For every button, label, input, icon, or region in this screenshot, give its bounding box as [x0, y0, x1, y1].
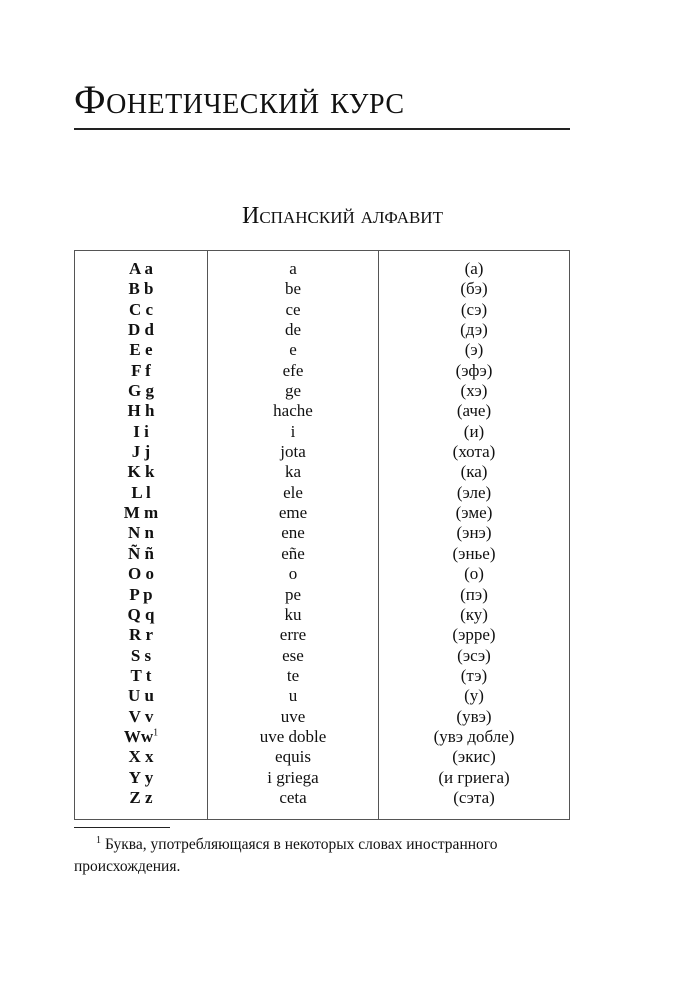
name-cell: ka — [284, 462, 302, 482]
letter-text: H h — [127, 401, 155, 421]
page-title: Фонетический курс — [74, 77, 405, 122]
letter-cell — [75, 300, 207, 320]
name-cell: efe — [282, 360, 304, 380]
letter-cell — [75, 361, 207, 381]
name-cell: te — [286, 665, 300, 685]
pronunciation-cell: (энье) — [452, 543, 496, 563]
pronunciation-cell: (сэта) — [453, 787, 495, 807]
name-cell: uve doble — [259, 726, 327, 746]
name-cell: o — [288, 564, 298, 584]
letter-text: J j — [131, 442, 151, 462]
name-cell: equis — [275, 747, 311, 767]
name-cell: pe — [284, 584, 302, 604]
pronunciation-cell: (увэ) — [456, 706, 492, 726]
name-cell: uve — [280, 706, 306, 726]
letter-cell — [75, 422, 207, 442]
letter-cell — [75, 483, 207, 503]
letter-cell — [75, 381, 207, 401]
name-cell: ese — [282, 645, 304, 665]
pronunciation-column — [379, 251, 569, 819]
pronunciation-cell: (тэ) — [460, 665, 488, 685]
letter-text: T t — [130, 665, 152, 685]
footnote-line-1 — [74, 834, 574, 856]
name-cell: hache — [273, 401, 313, 421]
letter-cell — [75, 340, 207, 360]
letter-text: Ww — [123, 726, 154, 746]
name-cell: de — [284, 320, 302, 340]
name-cell: u — [288, 686, 298, 706]
pronunciation-cell: (эсэ) — [457, 645, 491, 665]
letter-cell — [75, 279, 207, 299]
letter-cell — [75, 646, 207, 666]
name-cell: a — [289, 259, 297, 278]
letter-text: K k — [127, 462, 155, 482]
letter-cell — [75, 259, 207, 279]
letter-text: I i — [133, 421, 149, 441]
pronunciation-cell: (эле) — [456, 482, 492, 502]
pronunciation-cell: (э) — [464, 340, 484, 360]
letter-cell — [75, 768, 207, 788]
letter-text: P p — [129, 584, 153, 604]
pronunciation-cell: (сэ) — [460, 299, 488, 319]
letter-text: S s — [130, 645, 152, 665]
letter-text: Z z — [129, 787, 153, 807]
pronunciation-cell: (увэ добле) — [433, 726, 515, 746]
pronunciation-cell: (бэ) — [460, 279, 488, 299]
letter-cell — [75, 442, 207, 462]
letter-cell — [75, 320, 207, 340]
pronunciation-cell: (эфэ) — [455, 360, 493, 380]
name-cell: jota — [280, 442, 306, 462]
name-cell: ceta — [279, 787, 307, 807]
name-cell: i griega — [267, 767, 319, 787]
letter-cell — [75, 686, 207, 706]
letter-cell — [75, 503, 207, 523]
pronunciation-cell: (а) — [464, 259, 484, 278]
letter-text: N n — [128, 523, 154, 543]
footnote-mark: 1 — [96, 834, 101, 846]
letter-text: R r — [128, 625, 154, 645]
pronunciation-cell: (у) — [464, 686, 484, 706]
letter-text: Ñ ñ — [128, 543, 154, 563]
pronunciation-cell: (эме) — [455, 503, 493, 523]
section-heading: Испанский алфавит — [242, 203, 443, 229]
name-cell: be — [284, 279, 302, 299]
letter-text: L l — [131, 482, 151, 502]
pronunciation-cell: (аче) — [456, 401, 492, 421]
letter-cell — [75, 401, 207, 421]
name-cell: ku — [284, 604, 302, 624]
footnote-text: Буква, употребляющаяся в некоторых словах иностранного — [105, 836, 498, 853]
letter-text: V v — [128, 706, 154, 726]
pronunciation-cell: (о) — [464, 564, 484, 584]
letter-text: X x — [128, 747, 154, 767]
name-cell: ene — [281, 523, 305, 543]
alphabet-table — [74, 250, 570, 820]
letter-cell — [75, 625, 207, 645]
name-cell: ce — [285, 299, 301, 319]
pronunciation-cell: (ку) — [460, 604, 488, 624]
letter-text: E e — [129, 340, 153, 360]
pronunciation-cell: (эрре) — [452, 625, 496, 645]
pronunciation-cell: (хота) — [452, 442, 496, 462]
letter-cell — [75, 462, 207, 482]
letter-cell — [75, 666, 207, 686]
letter-text: O o — [128, 564, 154, 584]
pronunciation-cell: (пэ) — [460, 584, 488, 604]
letter-text: U u — [128, 686, 154, 706]
footnote-ref: 1 — [153, 727, 159, 739]
letters-column — [75, 251, 208, 819]
letter-text: C c — [128, 299, 154, 319]
letter-cell — [75, 585, 207, 605]
pronunciation-cell: (экис) — [452, 747, 496, 767]
footnote-line-2: происхождения. — [74, 858, 181, 875]
pronunciation-cell: (и гриега) — [438, 767, 510, 787]
pronunciation-cell: (дэ) — [460, 320, 488, 340]
title-rule — [74, 128, 570, 130]
footnote — [74, 834, 574, 878]
pronunciation-cell: (хэ) — [460, 381, 488, 401]
names-column — [208, 251, 379, 819]
name-cell: eñe — [281, 543, 305, 563]
letter-text: Y y — [128, 767, 154, 787]
letter-cell — [75, 544, 207, 564]
name-cell: eme — [278, 503, 308, 523]
name-cell: ele — [283, 482, 303, 502]
letter-text: F f — [131, 360, 151, 380]
letter-cell — [75, 523, 207, 543]
pronunciation-cell: (энэ) — [456, 523, 492, 543]
letter-text: Q q — [127, 604, 155, 624]
letter-text: B b — [128, 279, 154, 299]
letter-text: M m — [123, 503, 159, 523]
pronunciation-cell: (и) — [463, 421, 485, 441]
letter-cell — [75, 605, 207, 625]
pronunciation-cell: (ка) — [460, 462, 488, 482]
footnote-rule — [74, 827, 170, 828]
name-cell: ge — [284, 381, 302, 401]
letter-cell — [75, 747, 207, 767]
letter-cell — [75, 727, 207, 747]
letter-cell — [75, 564, 207, 584]
name-cell: erre — [279, 625, 307, 645]
name-cell: i — [290, 421, 296, 441]
letter-cell — [75, 788, 207, 808]
letter-text: D d — [128, 320, 154, 340]
letter-text: G g — [128, 381, 154, 401]
letter-text: A a — [128, 259, 154, 278]
letter-cell — [75, 707, 207, 727]
name-cell: e — [289, 340, 297, 360]
